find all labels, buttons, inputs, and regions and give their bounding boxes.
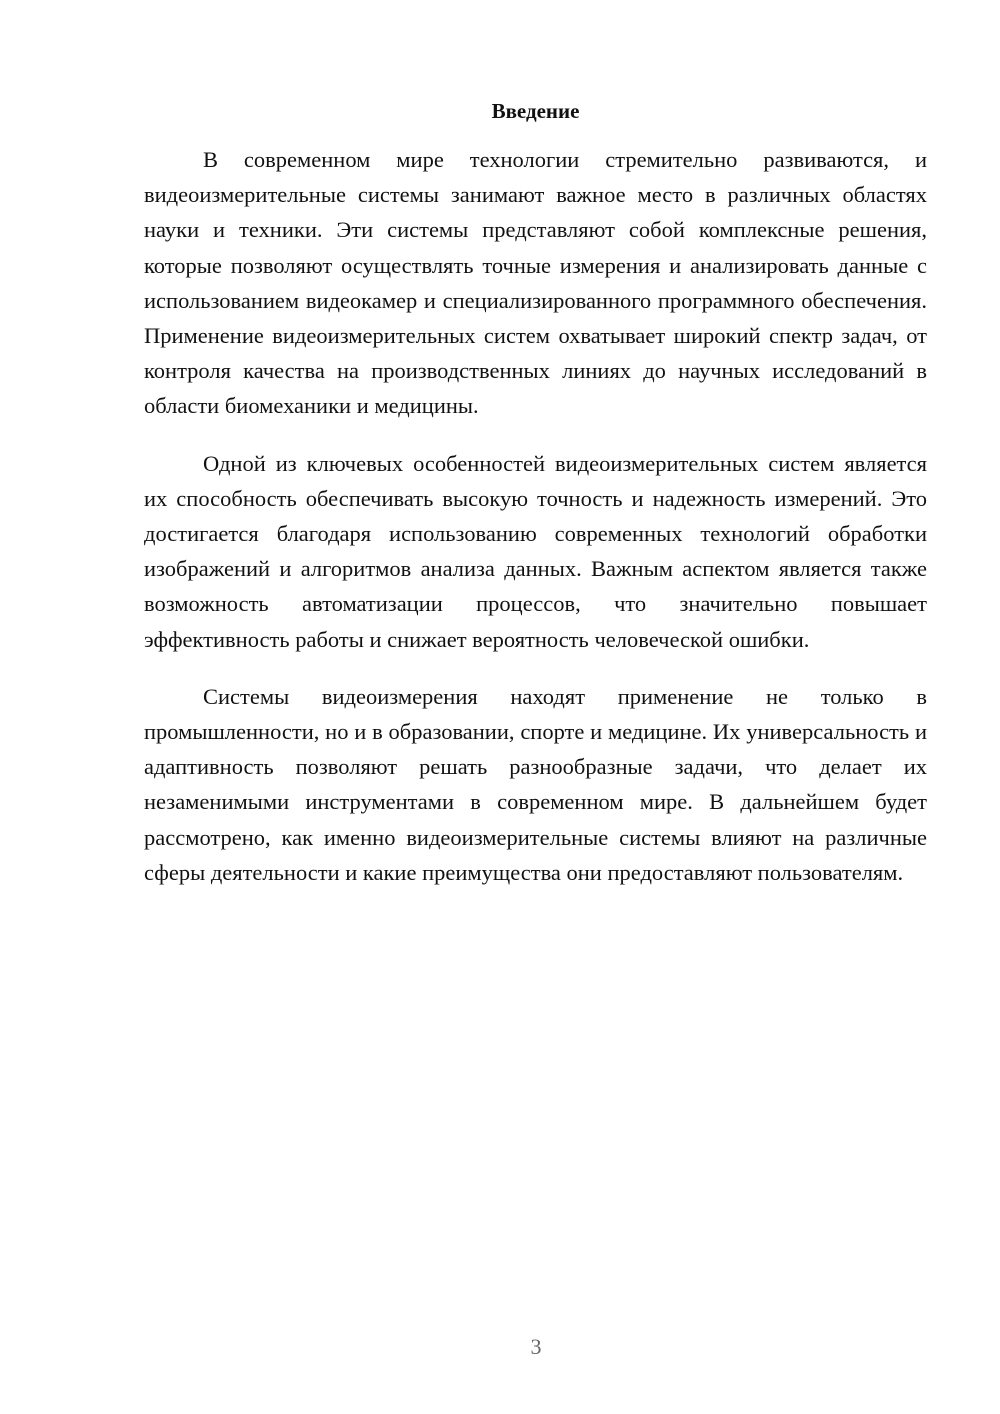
page-number: 3: [530, 1334, 542, 1359]
body-text: [144, 142, 927, 912]
paragraph-2: Одной из ключевых особенностей видеоизмерительных систем является их способность обеспечивать высокую точность и надежность измерений. Это достигается благодаря использованию современных технологий обработки изображений и алгоритмов анализа данных. Важным аспектом является также возможность автоматизации процессов, что значительно повышает эффективность работы и снижает вероятность человеческой ошибки.: [144, 450, 927, 652]
section-heading: Введение: [491, 99, 580, 123]
paragraph-1: В современном мире технологии стремительно развиваются, и видеоизмерительные системы занимают важное место в различных областях науки и техники. Эти системы представляют собой комплексные решения, которые позволяют осуществлять точные измерения и анализировать данные с использованием видеокамер и специализированного программного обеспечения. Применение видеоизмерительных систем охватывает широкий спектр задач, от контроля качества на производственных линиях до научных исследований в области биомеханики и медицины.: [144, 147, 927, 419]
paragraph-3: Системы видеоизмерения находят применение не только в промышленности, но и в образовании, спорте и медицине. Их универсальность и адаптивность позволяют решать разнообразные задачи, что делает их незаменимыми инструментами в современном мире. В дальнейшем будет рассмотрено, как именно видеоизмерительные системы влияют на различные сферы деятельности и какие преимущества они предоставляют пользователям.: [144, 683, 927, 885]
